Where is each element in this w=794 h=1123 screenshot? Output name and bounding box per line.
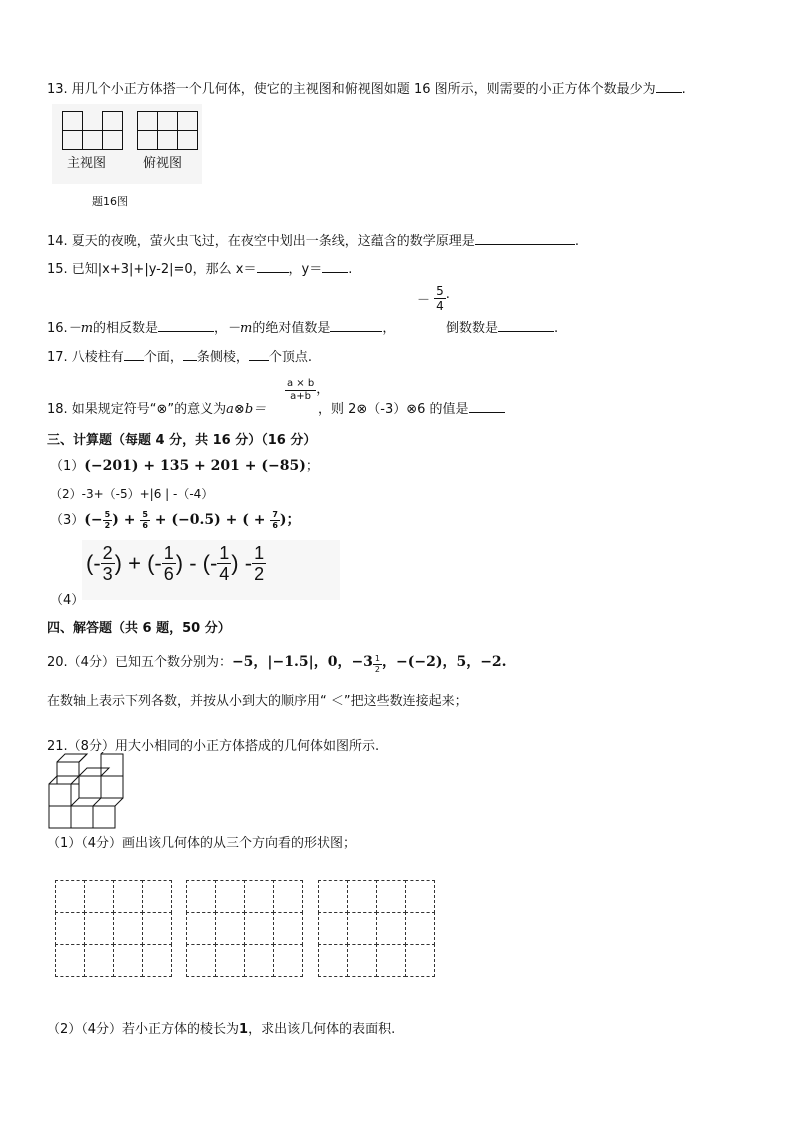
grid-cell[interactable] — [405, 944, 435, 977]
grid-cell[interactable] — [113, 880, 143, 913]
top-view-label: 俯视图 — [143, 156, 183, 171]
q18-text-2: ，则 2⊗（-3）⊗6 的值是 — [318, 398, 505, 417]
section-3-title: 三、计算题（每题 4 分，共 16 分）（16 分） — [47, 433, 317, 448]
q14-answer-blank[interactable] — [475, 232, 575, 245]
answer-grid-2[interactable] — [186, 880, 302, 976]
q16-blank-2[interactable] — [330, 319, 382, 332]
grid-cell[interactable] — [142, 944, 172, 977]
grid-cell[interactable] — [113, 912, 143, 945]
q20-text: 20.（4分）已知五个数分别为：−5，|−1.5|，0，−3 $\frac{1}{2}$ ，−(−2)，5，−2. — [47, 653, 507, 674]
grid-cell[interactable] — [55, 912, 85, 945]
calc-item-3: （3）(− $\frac{5}{2}$ ) + $\frac{5}{6}$ + (−0.5) + ( + $\frac{7}{6}$ )； — [50, 510, 301, 530]
grid-cell[interactable] — [186, 880, 216, 913]
q21-cube-figure — [48, 752, 126, 830]
section-4-title: 四、解答题（共 6 题，50 分） — [47, 621, 231, 636]
q17-faces-blank[interactable] — [124, 348, 144, 361]
grid-cell[interactable] — [113, 944, 143, 977]
grid-cell[interactable] — [84, 944, 114, 977]
grid-cell[interactable] — [405, 912, 435, 945]
q14-text: 14. 夏天的夜晚，萤火虫飞过，在夜空中划出一条线，这蕴含的数学原理是 . — [47, 234, 579, 249]
q21-text: 21.（8分）用大小相同的小正方体搭成的几何体如图所示. — [47, 739, 380, 754]
calc-item-1: （1）(−201) + 135 + 201 + (−85)； — [50, 458, 319, 474]
q16-blank-1[interactable] — [158, 319, 214, 332]
q17-edges-blank[interactable] — [183, 348, 197, 361]
grid-cell[interactable] — [215, 880, 245, 913]
top-view-drawing — [137, 111, 197, 149]
grid-cell[interactable] — [84, 912, 114, 945]
front-view-drawing — [62, 111, 122, 149]
grid-cell[interactable] — [405, 880, 435, 913]
grid-cell[interactable] — [318, 880, 348, 913]
grid-cell[interactable] — [376, 944, 406, 977]
grid-cell[interactable] — [55, 880, 85, 913]
grid-cell[interactable] — [186, 944, 216, 977]
q21-part-1: （1）（4分）画出该几何体的从三个方向看的形状图； — [47, 836, 357, 851]
grid-cell[interactable] — [376, 880, 406, 913]
q15-y-blank[interactable] — [322, 260, 348, 273]
grid-cell[interactable] — [347, 944, 377, 977]
calc-item-4-label: （4） — [50, 593, 85, 608]
q16-blank-3[interactable] — [498, 319, 554, 332]
grid-cell[interactable] — [186, 912, 216, 945]
q18-text: 18. 如果规定符号“⊗”的意义为a⊗b＝ — [47, 402, 267, 417]
grid-cell[interactable] — [244, 880, 274, 913]
answer-grid-1[interactable] — [55, 880, 171, 976]
calc-item-2: （2）-3+（-5）+|6 | -（-4） — [50, 487, 214, 501]
calc-item-4-expr: (- $\frac{2}{3}$ ) + (- $\frac{1}{6}$ ) - (- $\frac{1}{4}$ ) - $\frac{1}{2}$ — [86, 543, 265, 584]
grid-cell[interactable] — [84, 880, 114, 913]
front-view-label: 主视图 — [67, 156, 107, 171]
grid-cell[interactable] — [244, 944, 274, 977]
grid-cell[interactable] — [347, 912, 377, 945]
grid-cell[interactable] — [376, 912, 406, 945]
q17-vertices-blank[interactable] — [249, 348, 269, 361]
q20-instruction: 在数轴上表示下列各数，并按从小到大的顺序用“ ＜”把这些数连接起来； — [47, 694, 468, 709]
grid-cell[interactable] — [318, 944, 348, 977]
answer-grid-3[interactable] — [318, 880, 434, 976]
grid-cell[interactable] — [215, 912, 245, 945]
grid-cell[interactable] — [142, 880, 172, 913]
grid-cell[interactable] — [273, 944, 303, 977]
grid-cell[interactable] — [318, 912, 348, 945]
q21-part-2: （2）（4分）若小正方体的棱长为1，求出该几何体的表面积. — [47, 1022, 396, 1037]
grid-cell[interactable] — [244, 912, 274, 945]
q15-text: 15. 已知|x+3|+|y-2|=0，那么 x＝ ，y＝ . — [47, 262, 353, 277]
q15-x-blank[interactable] — [257, 260, 289, 273]
q17-text: 17. 八棱柱有 个面， 条侧棱， 个顶点. — [47, 350, 312, 365]
grid-cell[interactable] — [273, 880, 303, 913]
q13-answer-blank[interactable] — [656, 80, 682, 93]
q13-figure — [52, 104, 202, 184]
grid-cell[interactable] — [347, 880, 377, 913]
grid-cell[interactable] — [215, 944, 245, 977]
q18-answer-blank[interactable] — [469, 400, 505, 413]
q16-frac: － $\frac{5}{4}$ · — [417, 284, 450, 313]
q16-text-2: 倒数数是 . — [446, 321, 559, 336]
grid-cell[interactable] — [142, 912, 172, 945]
q16-text: 16.－m的相反数是 ，－m的绝对值数是 ， — [47, 321, 396, 336]
q13-text: 13. 用几个小正方体搭一个几何体，使它的主视图和俯视图如题 16 图所示，则需要的小正方体个数最少为 . — [47, 82, 686, 97]
grid-cell[interactable] — [55, 944, 85, 977]
q13-caption: 题16图 — [92, 195, 128, 208]
grid-cell[interactable] — [273, 912, 303, 945]
q18-frac: $\frac{a \times b}{a+b}$ ， — [287, 377, 330, 402]
